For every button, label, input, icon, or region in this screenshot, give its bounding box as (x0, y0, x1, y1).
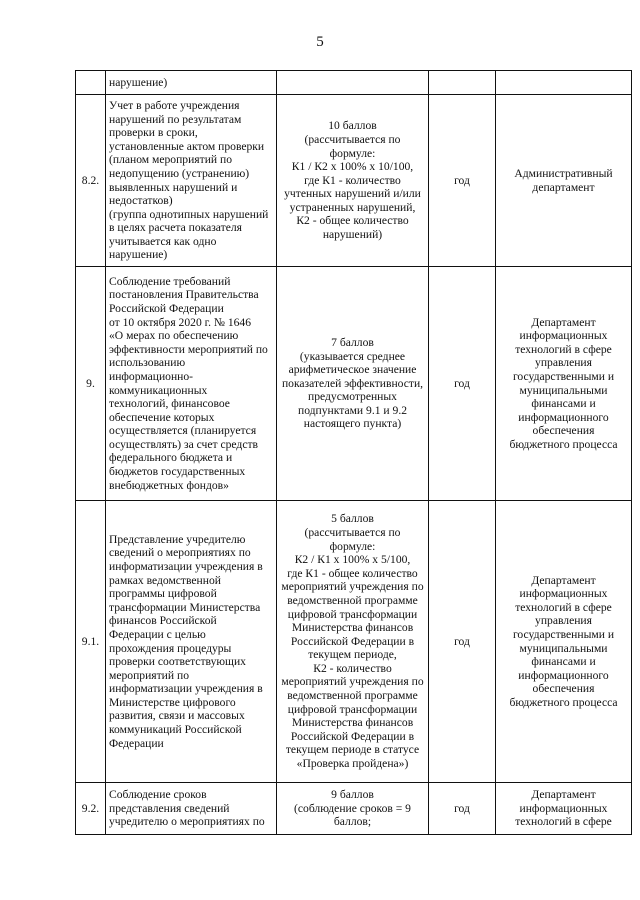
period-cell (429, 71, 496, 95)
period-cell: год (429, 783, 496, 835)
period-cell: год (429, 267, 496, 501)
criterion-description-cell: Представление учредителю сведений о мероприятиях по информатизации учреждения в рамках ведомственной программы цифровой трансформации Министерства финансов Российской Федерации с целью прохождения процедуры проверки соответствующих мероприятий по информатизации учреждения в Министерстве цифрового развития, связи и массовых коммуникаций Российской Федерации (106, 501, 277, 783)
page-number: 5 (316, 34, 324, 50)
table-row (76, 95, 632, 267)
criterion-description-cell: нарушение) (106, 71, 277, 95)
row-number-cell: 9. (76, 267, 106, 501)
score-cell: 9 баллов (соблюдение сроков = 9 баллов; (277, 783, 429, 835)
department-cell: Департамент информационных технологий в сфере управления государственными и муниципальными финансами и информационного обеспечения бюджетного процесса (496, 501, 632, 783)
period-cell: год (429, 95, 496, 267)
score-cell (277, 71, 429, 95)
score-cell: 7 баллов (указывается среднее арифметическое значение показателей эффективности, предусмотренных подпунктами 9.1 и 9.2 настоящего пункта) (277, 267, 429, 501)
table-row (76, 71, 632, 95)
table-row (76, 783, 632, 835)
row-number-cell: 9.1. (76, 501, 106, 783)
score-cell: 5 баллов (рассчитывается по формуле: К2 / К1 x 100% x 5/100, где К1 - общее количество мероприятий учреждения по ведомственной программе цифровой трансформации Министерства финансов Российской Федерации в текущем периоде, К2 - количество мероприятий учреждения по ведомственной программе цифровой трансформации Министерства финансов Российской Федерации в текущем периоде в статусе «Проверка пройдена») (277, 501, 429, 783)
criterion-description-cell: Учет в работе учреждения нарушений по результатам проверки в сроки, установленные актом проверки (планом мероприятий по недопущению (устранению) выявленных нарушений и недостатков) (группа однотипных нарушений в целях расчета показателя учитывается как одно нарушение) (106, 95, 277, 267)
criterion-description-cell: Соблюдение требований постановления Правительства Российской Федерации от 10 октября 2020 г. № 1646 «О мерах по обеспечению эффективности мероприятий по использованию информационно- коммуникационных технологий, финансовое обеспечение которых осуществляется (планируется осуществлять) за счет средств федерального бюджета и бюджетов государственных внебюджетных фондов» (106, 267, 277, 501)
department-cell: Административный департамент (496, 95, 632, 267)
row-number-cell: 9.2. (76, 783, 106, 835)
table-row (76, 267, 632, 501)
department-cell: Департамент информационных технологий в сфере (496, 783, 632, 835)
row-number-cell (76, 71, 106, 95)
period-cell: год (429, 501, 496, 783)
department-cell (496, 71, 632, 95)
score-cell: 10 баллов (рассчитывается по формуле: К1 / К2 x 100% x 10/100, где К1 - количество учтенных нарушений и/или устраненных нарушений, К2 - общее количество нарушений) (277, 95, 429, 267)
row-number-cell: 8.2. (76, 95, 106, 267)
table-row (76, 501, 632, 783)
department-cell: Департамент информационных технологий в сфере управления государственными и муниципальными финансами и информационного обеспечения бюджетного процесса (496, 267, 632, 501)
criterion-description-cell: Соблюдение сроков представления сведений учредителю о мероприятиях по (106, 783, 277, 835)
criteria-table (75, 70, 632, 835)
